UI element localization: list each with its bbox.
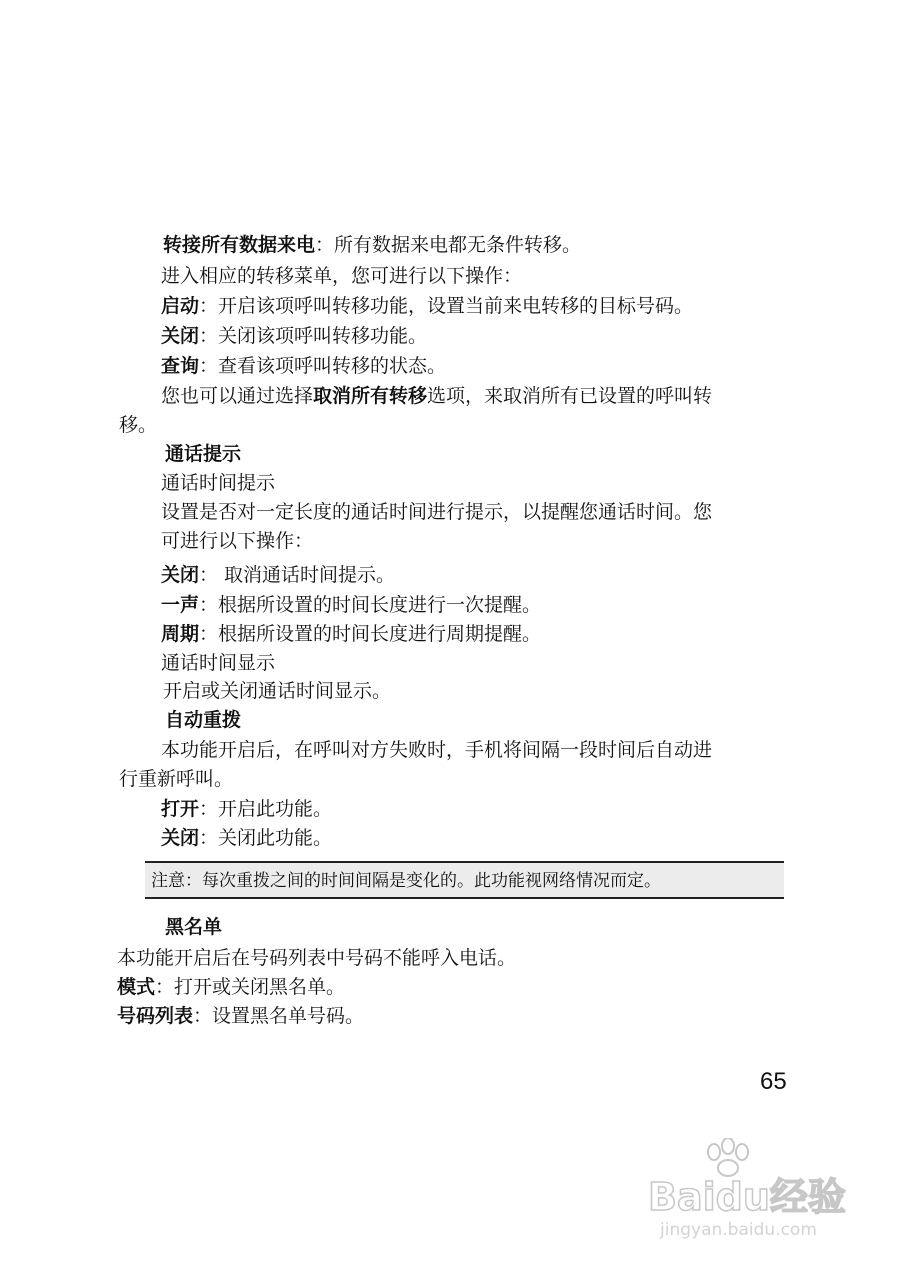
bold-term: 自动重拨 bbox=[165, 709, 242, 731]
call-time-reminder-desc bbox=[161, 499, 712, 525]
blacklist-desc bbox=[117, 945, 516, 971]
reminder-off-line bbox=[161, 562, 395, 588]
bold-term: 关闭 bbox=[161, 325, 200, 347]
text-segment: ：根据所设置的时间长度进行一次提醒。 bbox=[199, 594, 542, 616]
bold-term: 黑名单 bbox=[165, 916, 223, 938]
call-time-reminder-subheading bbox=[161, 470, 275, 496]
call-time-display-desc bbox=[163, 678, 391, 704]
bold-term: 通话提示 bbox=[165, 443, 242, 465]
forward-close-line bbox=[161, 323, 427, 349]
bold-term: 取消所有转移 bbox=[313, 385, 428, 407]
text-segment: 选项，来取消所有已设置的呼叫转 bbox=[427, 385, 713, 407]
page-number: 65 bbox=[760, 1068, 787, 1095]
auto-redial-off-line bbox=[161, 825, 332, 851]
forward-menu-intro-line bbox=[161, 263, 522, 289]
reminder-once-line bbox=[161, 592, 541, 618]
cancel-all-forward-line bbox=[161, 383, 712, 409]
text-segment: ：关闭该项呼叫转移功能。 bbox=[199, 325, 428, 347]
note-box bbox=[145, 861, 784, 899]
text-segment: 行重新呼叫。 bbox=[119, 768, 234, 790]
auto-redial-on-line bbox=[161, 796, 332, 822]
text-segment: 设置是否对一定长度的通话时间进行提示，以提醒您通话时间。您 bbox=[161, 501, 713, 523]
text-segment: ：关闭此功能。 bbox=[199, 827, 333, 849]
note-text: 注意：每次重拨之间的时间间隔是变化的。此功能视网络情况而定。 bbox=[151, 871, 661, 891]
text-segment: ：开启此功能。 bbox=[199, 798, 333, 820]
text-segment: 通话时间提示 bbox=[161, 472, 276, 494]
text-segment: 移。 bbox=[119, 414, 158, 436]
text-segment: ：打开或关闭黑名单。 bbox=[155, 976, 346, 998]
text-segment: ：开启该项呼叫转移功能，设置当前来电转移的目标号码。 bbox=[199, 295, 694, 317]
text-segment: 进入相应的转移菜单，您可进行以下操作： bbox=[161, 265, 523, 287]
text-segment: 本功能开启后在号码列表中号码不能呼入电话。 bbox=[117, 947, 517, 969]
text-segment: 本功能开启后，在呼叫对方失败时，手机将间隔一段时间后自动进 bbox=[161, 739, 713, 761]
bold-term: 周期 bbox=[161, 623, 200, 645]
forward-start-line bbox=[161, 293, 693, 319]
bold-term: 转接所有数据来电 bbox=[163, 234, 316, 256]
text-segment: ：根据所设置的时间长度进行周期提醒。 bbox=[199, 623, 542, 645]
bold-term: 一声 bbox=[161, 594, 200, 616]
text-segment: ：设置黑名单号码。 bbox=[193, 1005, 365, 1027]
bold-term: 打开 bbox=[161, 798, 200, 820]
text-segment: 可进行以下操作： bbox=[161, 530, 314, 552]
text-segment: ： 取消通话时间提示。 bbox=[199, 564, 396, 586]
bold-term: 启动 bbox=[161, 295, 200, 317]
forward-query-line bbox=[161, 353, 446, 379]
blacklist-mode-line bbox=[117, 974, 345, 1000]
watermark-brand: Baidu经验 bbox=[648, 1175, 846, 1219]
call-time-reminder-desc-cont bbox=[161, 528, 313, 554]
text-segment: 开启或关闭通话时间显示。 bbox=[163, 680, 392, 702]
cancel-all-forward-line-cont bbox=[119, 412, 157, 438]
baidu-watermark bbox=[640, 1138, 880, 1248]
watermark-url: jingyan.baidu.com bbox=[660, 1220, 817, 1240]
blacklist-numbers-line bbox=[117, 1003, 364, 1029]
text-segment: 您也可以通过选择 bbox=[161, 385, 314, 407]
bold-term: 查询 bbox=[161, 355, 200, 377]
text-segment: ：查看该项呼叫转移的状态。 bbox=[199, 355, 447, 377]
auto-redial-heading bbox=[165, 707, 241, 733]
forward-all-data-calls-line bbox=[163, 232, 581, 258]
bold-term: 关闭 bbox=[161, 564, 200, 586]
call-reminder-heading bbox=[165, 441, 241, 467]
call-time-display-subheading bbox=[161, 650, 275, 676]
bold-term: 模式 bbox=[117, 976, 156, 998]
blacklist-heading bbox=[165, 914, 222, 940]
auto-redial-desc-cont bbox=[119, 766, 233, 792]
text-segment: 通话时间显示 bbox=[161, 652, 276, 674]
auto-redial-desc bbox=[161, 737, 712, 763]
bold-term: 号码列表 bbox=[117, 1005, 194, 1027]
text-segment: ：所有数据来电都无条件转移。 bbox=[315, 234, 582, 256]
reminder-periodic-line bbox=[161, 621, 541, 647]
bold-term: 关闭 bbox=[161, 827, 200, 849]
